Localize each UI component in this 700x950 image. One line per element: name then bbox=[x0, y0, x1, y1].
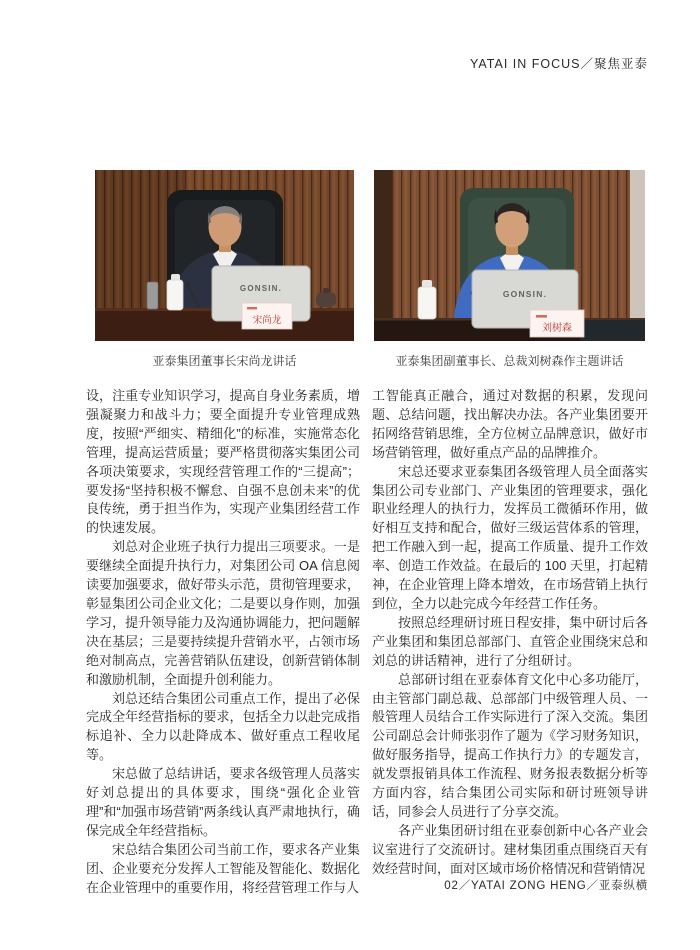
laptop-brand-text: GONSIN. bbox=[502, 289, 548, 299]
name-card-text: 宋尚龙 bbox=[252, 315, 282, 326]
article-paragraph: 工智能真正融合，通过对数据的积累，发现问题、总结问题，找出解决办法。各产业集团要开拓网络营销思维，全方位树立品牌意识，做好市场营销管理，做好重点产品的品牌推介。 bbox=[372, 388, 648, 460]
article-paragraph: 各产业集团研讨组在亚泰创新中心各产业会议室进行了交流研讨。建材集团重点围绕百天有效经营时间，面对区域市场价格情况和营销情况 bbox=[372, 822, 648, 876]
name-card bbox=[242, 303, 292, 329]
photo-chairman-speaking bbox=[95, 170, 354, 341]
name-card bbox=[530, 310, 584, 337]
microphone-head bbox=[186, 283, 191, 288]
photo-right-caption: 亚泰集团副董事长、总裁刘树森作主题讲话 bbox=[395, 354, 624, 368]
page-footer: 02／YATAI ZONG HENG／亚泰纵横 bbox=[444, 880, 648, 892]
laptop-brand-text: GONSIN. bbox=[239, 284, 283, 293]
side-table-edge bbox=[580, 320, 645, 341]
wood-panel-dark-strip bbox=[374, 170, 392, 341]
name-card-logo bbox=[536, 315, 547, 318]
light-pillar bbox=[630, 170, 645, 341]
article-paragraph: 刘总对企业班子执行力提出三项要求。一是要继续全面提升执行力，对集团公司 OA 信息阅读要加强要求，做好带头示范，贯彻管理要求，彰显集团公司企业文化；二是要以身作则，加强学习，提升领导能力及沟通协调能力，把问题解决在基层；三是要持续提升营销水平，占领市场绝对制高点，完善营销队伍建设，创新营销体制和激励机制，全面提升创利能力。 bbox=[86, 539, 360, 687]
photo-right-illustration bbox=[374, 170, 645, 341]
article-column-right bbox=[372, 387, 648, 879]
article-paragraph: 按照总经理研讨班日程安排，集中研讨后各产业集团和集团总部部门、直管企业围绕宋总和刘总的讲话精神，进行了分组研讨。 bbox=[372, 614, 648, 668]
article-paragraph: 总部研讨组在亚泰体育文化中心多功能厅，由主管部门副总裁、总部部门中级管理人员、一般管理人员结合工作实际进行了深入交流。集团公司副总会计师张羽作了题为《学习财务知识，做好服务指导，提高工作执行力》的专题发言，就发票报销具体工作流程、财务报表数据分析等方面内容，结合集团公司实际和研讨班领导讲话，同参会人员进行了分享交流。 bbox=[372, 671, 648, 819]
photo-left-illustration bbox=[95, 170, 354, 341]
page-header: YATAI IN FOCUS／聚焦亚泰 bbox=[469, 57, 648, 71]
article-paragraph: 宋总还要求亚泰集团各级管理人员全面落实集团公司专业部门、产业集团的管理要求，强化职业经理人的执行力，发挥员工微循环作用，做好相互支持和配合，做好三级运营体系的管理，把工作融入到一起，提高工作质量、提升工作效率、创造工作效益。在最后的 100 天里，打起精神，在企业管理上降本增效，在市场营销上执行到位，全力以赴完成今年经营工作任务。 bbox=[372, 463, 648, 611]
photo-left-caption: 亚泰集团董事长宋尚龙讲话 bbox=[152, 354, 297, 368]
article-paragraph: 设，注重专业知识学习，提高自身业务素质，增强凝聚力和战斗力；要全面提升专业管理成熟度，按照“严细实、精细化”的标准，实施常态化管理，提高运营质量；要严格贯彻落实集团公司各项决策要求，实现经营管理工作的“三提高”；要发扬“坚持积极不懈怠、自强不息创未来”的优良传统，勇于担当作为，实现产业集团经营工作的快速发展。 bbox=[86, 388, 360, 536]
article-paragraph: 刘总还结合集团公司重点工作，提出了必保完成全年经营指标的要求，包括全力以赴完成指标追补、全力以赴降成本、做好重点工程收尾等。 bbox=[86, 690, 360, 763]
article-paragraph: 宋总结合集团公司当前工作，要求各产业集团、企业要充分发挥人工智能及智能化、数据化在企业管理中的重要作用，将经营管理工作与人 bbox=[86, 841, 360, 895]
article-column-left bbox=[86, 387, 360, 897]
name-card-logo bbox=[247, 307, 257, 309]
name-card-text: 刘树森 bbox=[542, 323, 572, 334]
photo-president-speaking bbox=[374, 170, 645, 341]
phone bbox=[147, 282, 158, 309]
article-paragraph: 宋总做了总结讲话，要求各级管理人员落实好刘总提出的具体要求，围绕“强化企业管理”和“加强市场营销”两条线认真严肃地执行，确保完成全年经营指标。 bbox=[86, 766, 360, 838]
